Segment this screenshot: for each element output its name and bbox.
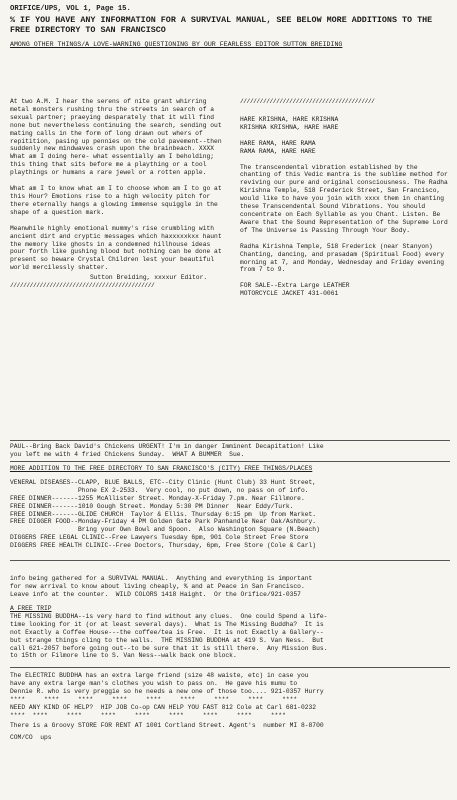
free-trip-line: time looking for it (or at least several days). What is The Missing Buddha? It is xyxy=(10,620,324,628)
help-notice: NEED ANY KIND OF HELP? HIP JOB Co-op CAN HELP YOU FAST 812 Cole at Carl 681-0232 xyxy=(10,703,317,711)
electric-buddha-line: The ELECTRIC BUDDHA has an extra large friend (size 48 waiste, etc) in case you xyxy=(10,672,309,679)
electric-buddha-notice xyxy=(10,672,450,742)
free-trip-line: THE MISSING BUDDHA--is very hard to find without any clues. One could Spend a life- xyxy=(10,612,328,620)
electric-buddha-line: have any extra large man's clothes you wish to pass on. He gave his mumu to xyxy=(10,679,298,687)
editorial-subheading: AMONG OTHER THINGS/A LOVE-WARNING QUESTIONING BY OUR FEARLESS EDITOR SUTTON BREIDING xyxy=(10,41,343,48)
directory-entry: FREE DINNER-------1010 Gough Street. Monday 5:30 PM Dinner Near Eddy/Turk. xyxy=(10,502,294,510)
star-divider: **** **** **** **** **** **** **** **** **** xyxy=(10,695,298,703)
directory-entry: FREE DIGGER FOOD--Monday-Friday 4 PM Golden Gate Park Panhandle Near Oak/Ashbury. xyxy=(10,518,317,526)
editorial-paragraph-1: At two A.M. I hear the serens of nite grant whirring metal monsters rushing thru the streets in search of a sexual partner; praeying desparately that it will find none but nevertheless continuing the search, sending out mating calls in the form of long drawn out whers of repitition, pasing up pennies on the cold pavement--then suddenly new mindwaves crash upon the brainbeach. XXXX What am I doing here- what essentially am I beholding; this thing that sits before me a plaything or a tool playthings or humans a rare jewel or a rotten apple. xyxy=(10,98,222,177)
chant-line: HARE KRISHNA, HARE KRISHNA xyxy=(240,115,339,123)
free-trip-title: A FREE TRIP xyxy=(10,605,52,612)
editorial-signature: Sutton Breiding, xxxxur Editor. xyxy=(90,274,208,282)
left-slash-divider: //////////////////////////////////////////// xyxy=(10,282,155,290)
paul-notice xyxy=(10,443,450,459)
directory-entry: FREE DINNER-------GLIDE CHURCH Taylor & Ellis. Thursday 6:15 pm Up from Market. xyxy=(10,510,317,518)
free-trip-line: not Exactly a Coffee House---the coffee/tea is Free. It is not Exactly a Gallery-- xyxy=(10,628,324,636)
directory-entry: DIGGERS FREE LEGAL CLINIC--Free Lawyers Tuesday 6pm, 901 Cole Street Free Store xyxy=(10,534,309,542)
free-trip-line: to 15th or Filmore line to S. Van Ness--walk back one block. xyxy=(10,652,237,660)
star-divider: **** **** **** **** **** **** **** **** **** xyxy=(10,711,286,719)
directory-section xyxy=(10,465,450,550)
directory-entry: Bring your Own Bowl and Spoon. Also Washington Square (N.Beach) xyxy=(10,526,320,534)
krishna-paragraph-2: Radha Kirishna Temple, 518 Frederick (near Stanyon) Chanting, dancing, and prasadam (Spiritual Food) every morning at 7, and Monday, Wednesday and Friday evening from 7 to 9. xyxy=(240,242,445,274)
paul-notice-line: you left me with 4 fried Chickens Sunday. WHAT A BUMMER Sue. xyxy=(10,450,245,458)
right-slash-divider: ///////////////////////////////////////// xyxy=(240,98,375,105)
survival-line: Leave info at the counter. WILD COLORS 1418 Haight. Or the Orifice/921-0357 xyxy=(10,590,301,598)
directory-entry: DIGGERS FREE HEALTH CLINIC--Free Doctors, Thursday, 6pm, Free Store (Cole & Carl) xyxy=(10,542,317,550)
free-trip-line: call 621-2057 before going out--to be sure that it is still there. Any Mission Bus. xyxy=(10,644,328,652)
survival-line: for new arrival to know about living cheaply, % and at Peace in San Francisco. xyxy=(10,582,305,590)
survival-line: info being gathered for a SURVIVAL MANUAL. Anything and everything is important xyxy=(10,575,313,582)
free-trip-line: but strange things cling to the walls. THE MISSING BUDDHA at 419 S. Van Ness. But xyxy=(10,636,324,644)
directory-entry: FREE DINNER-------1255 McAllister Street. Monday-X-Friday 7.pm. Near Fillmore. xyxy=(10,494,305,502)
survival-manual-headline: % IF YOU HAVE ANY INFORMATION FOR A SURVIVAL MANUAL, SEE BELOW MORE ADDITIONS TO THE FREE DIRECTORY TO SAN FRANCISCO xyxy=(10,15,433,35)
chant-line: HARE RAMA, HARE RAMA xyxy=(240,139,316,147)
chant-line: RAMA RAMA, HARE HARE xyxy=(240,147,316,155)
directory-heading: MORE ADDITION TO THE FREE DIRECTORY TO SAN FRANCISCO'S (CITY) FREE THINGS/PLACES xyxy=(10,465,313,472)
issue-header: ORIFICE/UPS, VOL 1, Page 15. xyxy=(10,5,131,13)
paul-notice-line: PAUL--Bring Back David's Chickens URGENT! I'm in danger Imminent Decapitation! Like xyxy=(10,443,324,450)
divider xyxy=(10,667,450,668)
divider xyxy=(10,440,450,441)
for-sale-notice: FOR SALE--Extra Large LEATHER xyxy=(240,282,350,290)
footer-initials: COM/CO ups xyxy=(10,734,52,742)
for-sale-notice: MOTORCYCLE JACKET 431-0061 xyxy=(240,290,339,298)
chant-line: KRISHNA KRISHNA, HARE HARE xyxy=(240,123,339,131)
electric-buddha-line: Dennie R. who is very preggie so he needs a new one of those too.... 921-0357 Hurry xyxy=(10,687,324,695)
editorial-paragraph-3: Meanwhile highly emotional mummy's rise crumbling with ancient dirt and cryptic messages which haxxxxxkxx haunt the memory like ghosts in a condemned hillhouse ideas pour forth like gushing blood but nothing can be done at present so beware Crystal Children lest your beautiful world mercilessly shatter. xyxy=(10,224,222,272)
divider xyxy=(10,560,450,561)
directory-entry: Phone EX 2-2533. Very cool, no put down, no pass on of info. xyxy=(10,486,309,494)
krishna-column xyxy=(240,98,450,298)
editorial-paragraph-2: What am I to know what am I to choose whom am I to go at this Hour? Emotions rise to a high velocity pitch for there eternally hangs a glowing immense squiggle in the shape of a question mark. xyxy=(10,185,222,216)
free-trip-section xyxy=(10,605,450,660)
store-rent-notice: There is a Groovy STORE FOR RENT AT 1001 Cortland Street. Agent's number MI 8-8700 xyxy=(10,722,324,730)
editorial-column xyxy=(10,98,225,290)
krishna-paragraph-1: The transcendental vibration established by the chanting of this Vedic mantra is the sublime method for reviving our pure and original consciousness. The Radha Kirishna Temple, 518 Frederick Street, San Francisco, would like to have you join with xxxx them in chanting these Transcendental Sound Vibrations. You should concentrate on Each Syllable as you Chant. Listen. Be Aware that the Sound Representation of the Supreme Lord of The Universe is Passing Through Your Body. xyxy=(240,163,448,234)
directory-entry: VENERAL DISEASES--CLAPP, BLUE BALLS, ETC--City Clinic (Hunt Club) 33 Hunt Street, xyxy=(10,478,317,486)
survival-manual-notice xyxy=(10,575,450,599)
divider xyxy=(10,461,450,462)
